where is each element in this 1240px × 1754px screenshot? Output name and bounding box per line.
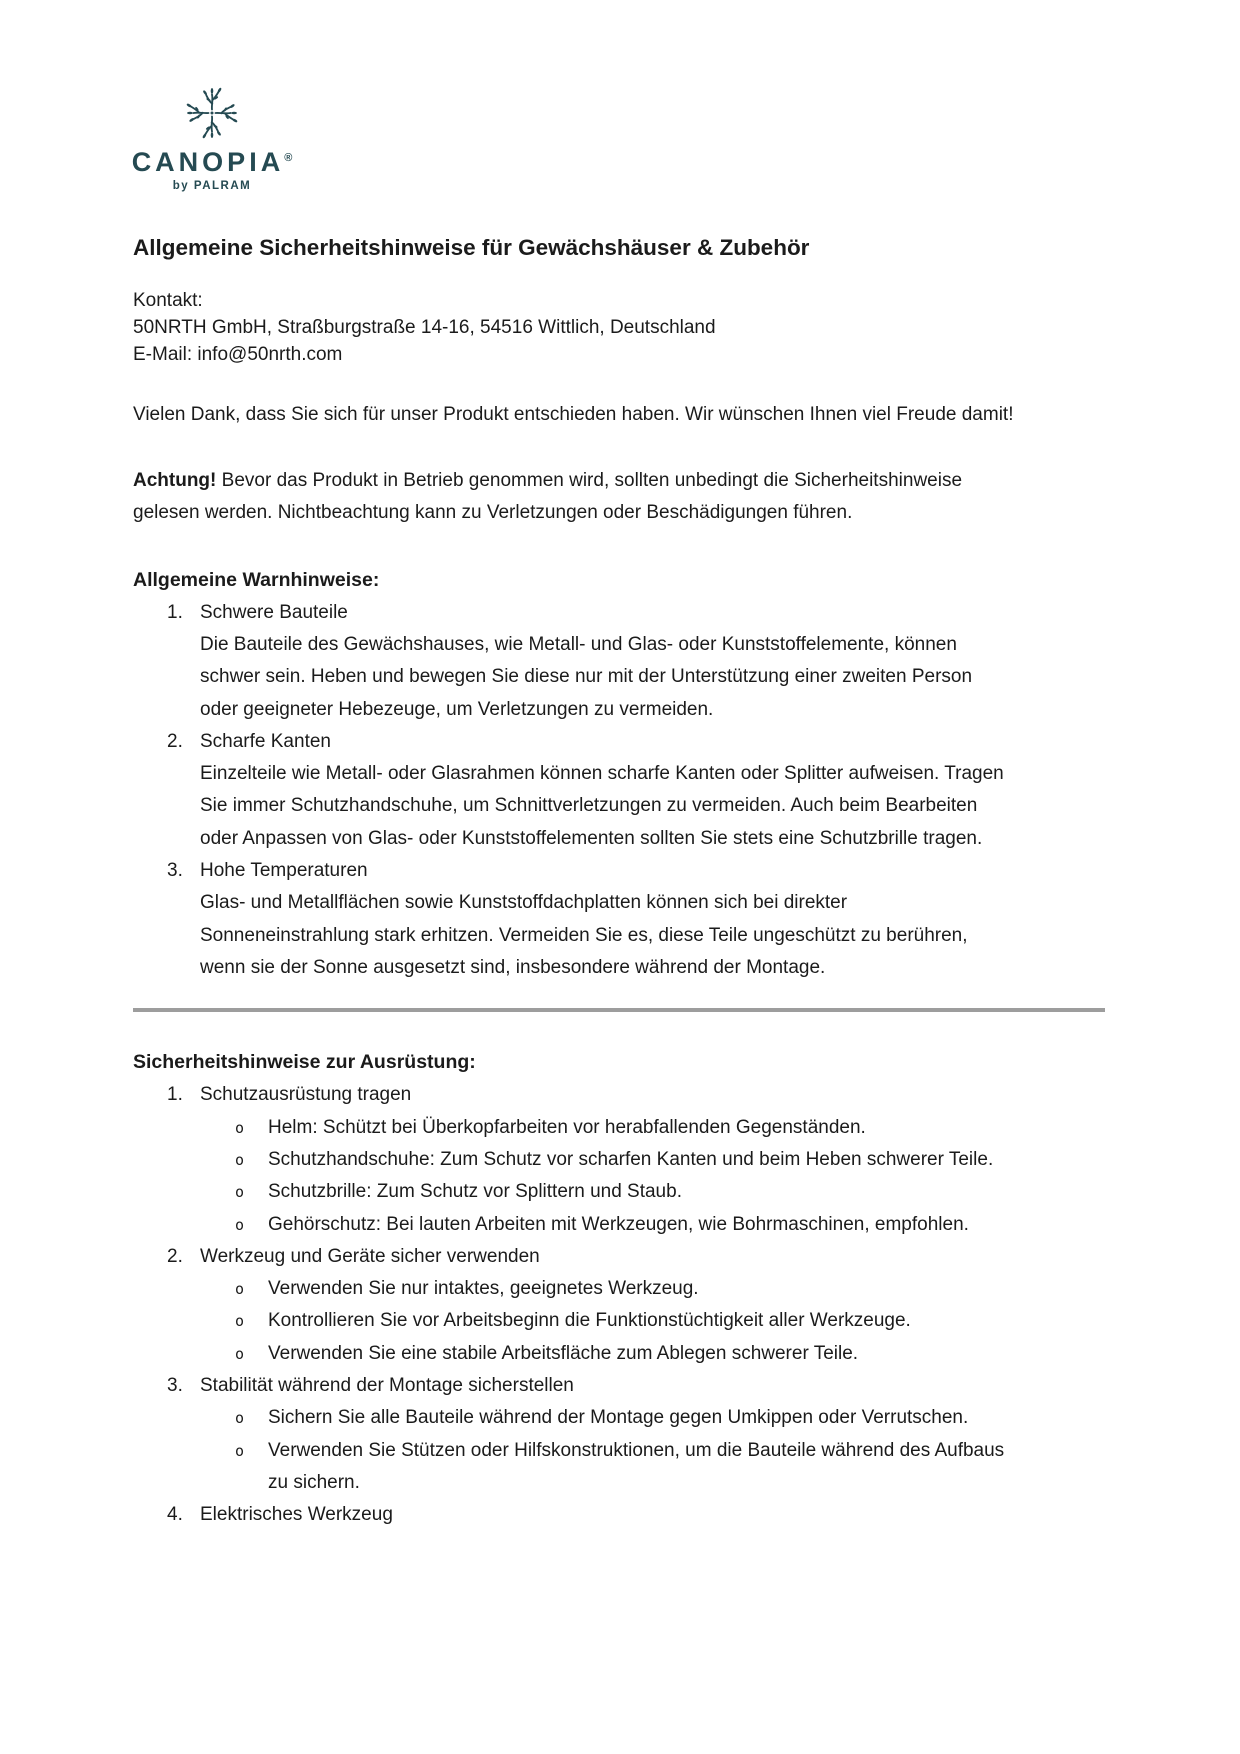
sub-item-text: Verwenden Sie eine stabile Arbeitsfläche zum Ablegen schwerer Teile. xyxy=(268,1342,859,1364)
brand-wordmark xyxy=(132,149,293,176)
sub-list-item xyxy=(235,1338,1105,1370)
sub-item-text: Kontrollieren Sie vor Arbeitsbeginn die Funktionstüchtigkeit aller Werkzeuge. xyxy=(268,1310,911,1332)
sub-bullet-marker: o xyxy=(235,1441,245,1460)
section-heading-ausruestung: Sicherheitshinweise zur Ausrüstung: xyxy=(133,1051,476,1074)
list-item-content xyxy=(200,1241,1105,1370)
list-item-number: 4. xyxy=(167,1504,183,1526)
list-item-title: Werkzeug und Geräte sicher verwenden xyxy=(200,1245,540,1267)
sub-item-text: Helm: Schützt bei Überkopfarbeiten vor herabfallenden Gegenständen. xyxy=(268,1116,866,1138)
sub-bullet-marker: o xyxy=(235,1344,245,1363)
sub-list xyxy=(200,1112,1105,1241)
list-item xyxy=(167,597,1105,726)
contact-block xyxy=(133,288,1105,369)
warnhinweise-list xyxy=(133,597,1105,985)
sub-bullet-marker: o xyxy=(235,1215,245,1234)
list-item-number: 1. xyxy=(167,601,183,623)
canopia-logo xyxy=(133,84,291,193)
list-item-body: Die Bauteile des Gewächshauses, wie Metall- und Glas- oder Kunststoffelemente, können schwer sein. Heben und bewegen Sie diese nur mit der Unterstützung einer zweiten Person oder geeigneter Hebezeuge, um Verletzungen zu vermeiden. xyxy=(200,633,973,720)
list-item-title: Stabilität während der Montage sicherstellen xyxy=(200,1375,574,1397)
contact-address: 50NRTH GmbH, Straßburgstraße 14-16, 54516 Wittlich, Deutschland xyxy=(133,316,716,338)
sub-list-item xyxy=(235,1273,1105,1305)
list-item xyxy=(167,1370,1105,1499)
sub-item-text: Verwenden Sie nur intaktes, geeignetes Werkzeug. xyxy=(268,1278,699,1300)
sub-bullet-marker: o xyxy=(235,1409,245,1428)
list-item-number: 3. xyxy=(167,860,183,882)
sub-item-text: Sichern Sie alle Bauteile während der Montage gegen Umkippen oder Verrutschen. xyxy=(268,1407,969,1429)
page-title: Allgemeine Sicherheitshinweise für Gewächshäuser & Zubehör xyxy=(133,234,810,260)
sub-bullet-marker: o xyxy=(235,1183,245,1202)
list-item-number: 1. xyxy=(167,1084,183,1106)
sub-list xyxy=(200,1402,1105,1499)
canopia-tree-icon xyxy=(183,84,241,142)
list-item-body: Einzelteile wie Metall- oder Glasrahmen können scharfe Kanten oder Splitter aufweisen. Tragen Sie immer Schutzhandschuhe, um Schnittverletzungen zu vermeiden. Auch beim Bearbeiten oder Anpassen von Glas- oder Kunststoffelementen sollten Sie stets eine Schutzbrille tragen. xyxy=(200,763,1004,849)
list-item-number: 2. xyxy=(167,1245,183,1267)
sub-list-item xyxy=(235,1144,1105,1176)
list-item xyxy=(167,1499,1105,1531)
list-item-content xyxy=(200,1370,1105,1499)
list-item-content xyxy=(200,855,1105,984)
sub-bullet-marker: o xyxy=(235,1312,245,1331)
sub-list-item xyxy=(235,1435,1105,1500)
sub-list xyxy=(200,1273,1105,1370)
list-item xyxy=(167,726,1105,855)
sub-list-item xyxy=(235,1402,1105,1434)
sub-bullet-marker: o xyxy=(235,1118,245,1137)
list-item-number: 3. xyxy=(167,1375,183,1397)
registered-mark: ® xyxy=(284,152,293,164)
warning-text: Bevor das Produkt in Betrieb genommen wird, sollten unbedingt die Sicherheitshinweise gelesen werden. Nichtbeachtung kann zu Verletzungen oder Beschädigungen führen. xyxy=(133,469,963,524)
list-item-title: Elektrisches Werkzeug xyxy=(200,1504,393,1526)
intro-paragraph: Vielen Dank, dass Sie sich für unser Produkt entschieden haben. Wir wünschen Ihnen viel Freude damit! xyxy=(133,403,1014,425)
list-item-title: Schwere Bauteile xyxy=(200,601,348,623)
list-item-body: Glas- und Metallflächen sowie Kunststoffdachplatten können sich bei direkter Sonneneinstrahlung stark erhitzen. Vermeiden Sie es, diese Teile ungeschützt zu berühren, wenn sie der Sonne ausgesetzt sind, insbesondere während der Montage. xyxy=(200,892,968,978)
sub-list-item xyxy=(235,1209,1105,1241)
contact-email: E-Mail: info@50nrth.com xyxy=(133,343,343,365)
sub-bullet-marker: o xyxy=(235,1150,245,1169)
contact-label: Kontakt: xyxy=(133,289,203,311)
warning-paragraph xyxy=(133,465,1013,530)
sub-list-item xyxy=(235,1176,1105,1208)
sub-item-text: Schutzhandschuhe: Zum Schutz vor scharfen Kanten und beim Heben schwerer Teile. xyxy=(268,1148,994,1170)
sub-item-text: Verwenden Sie Stützen oder Hilfskonstruktionen, um die Bauteile während des Aufbaus zu sichern. xyxy=(268,1439,1005,1493)
warning-label: Achtung! xyxy=(133,469,217,491)
list-item xyxy=(167,1241,1105,1370)
list-item-number: 2. xyxy=(167,730,183,752)
section-divider xyxy=(133,1008,1105,1012)
sub-list-item xyxy=(235,1112,1105,1144)
list-item-content xyxy=(200,597,1105,726)
sub-item-text: Schutzbrille: Zum Schutz vor Splittern und Staub. xyxy=(268,1181,682,1203)
list-item xyxy=(167,855,1105,984)
sub-list-item xyxy=(235,1305,1105,1337)
section-heading-warnhinweise: Allgemeine Warnhinweise: xyxy=(133,568,380,591)
list-item-title: Schutzausrüstung tragen xyxy=(200,1084,412,1106)
brand-tagline: by PALRAM xyxy=(172,180,252,192)
list-item-title: Hohe Temperaturen xyxy=(200,860,368,882)
list-item-content xyxy=(200,726,1105,855)
brand-name: CANOPIA xyxy=(131,147,285,177)
list-item-content xyxy=(200,1499,1105,1531)
sub-item-text: Gehörschutz: Bei lauten Arbeiten mit Werkzeugen, wie Bohrmaschinen, empfohlen. xyxy=(268,1213,969,1235)
list-item xyxy=(167,1079,1105,1240)
sub-bullet-marker: o xyxy=(235,1280,245,1299)
list-item-title: Scharfe Kanten xyxy=(200,730,331,752)
list-item-content xyxy=(200,1079,1105,1240)
ausruestung-list xyxy=(133,1079,1105,1531)
